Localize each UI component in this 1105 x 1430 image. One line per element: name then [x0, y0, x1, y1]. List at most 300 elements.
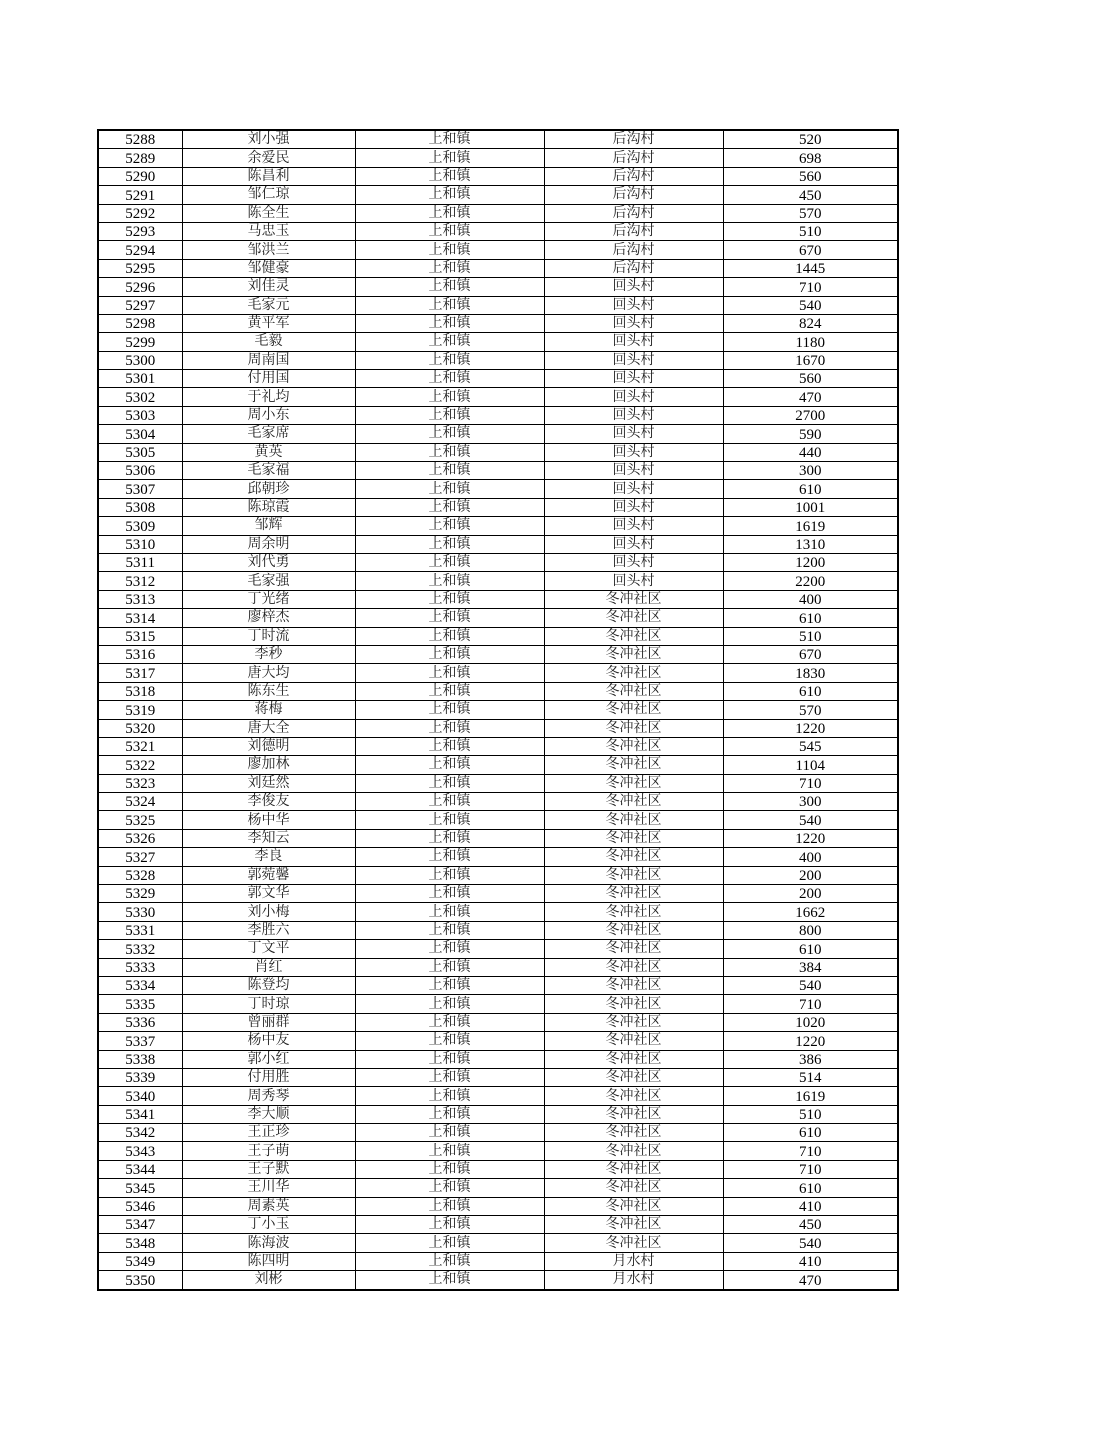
town-cell: 上和镇 [355, 793, 544, 811]
amount-cell: 1445 [723, 259, 898, 277]
name-cell: 王川华 [182, 1179, 355, 1197]
amount-cell: 545 [723, 737, 898, 755]
name-cell: 郭小红 [182, 1050, 355, 1068]
row-number-cell: 5346 [98, 1197, 182, 1215]
town-cell: 上和镇 [355, 204, 544, 222]
table-row [98, 1160, 898, 1178]
village-cell: 回头村 [544, 406, 723, 424]
town-cell: 上和镇 [355, 406, 544, 424]
village-cell: 月水村 [544, 1252, 723, 1270]
name-cell: 邹仁琼 [182, 186, 355, 204]
name-cell: 刘小强 [182, 130, 355, 149]
table-row [98, 149, 898, 167]
village-cell: 冬冲社区 [544, 1216, 723, 1234]
amount-cell: 1310 [723, 535, 898, 553]
town-cell: 上和镇 [355, 1013, 544, 1031]
town-cell: 上和镇 [355, 1050, 544, 1068]
village-cell: 冬冲社区 [544, 811, 723, 829]
village-cell: 后沟村 [544, 241, 723, 259]
village-cell: 回头村 [544, 388, 723, 406]
name-cell: 李知云 [182, 829, 355, 847]
name-cell: 黄平军 [182, 314, 355, 332]
amount-cell: 610 [723, 1179, 898, 1197]
village-cell: 冬冲社区 [544, 737, 723, 755]
row-number-cell: 5302 [98, 388, 182, 406]
row-number-cell: 5306 [98, 462, 182, 480]
table-row [98, 976, 898, 994]
town-cell: 上和镇 [355, 976, 544, 994]
name-cell: 付用胜 [182, 1068, 355, 1086]
name-cell: 陈登均 [182, 976, 355, 994]
town-cell: 上和镇 [355, 1105, 544, 1123]
table-row [98, 388, 898, 406]
town-cell: 上和镇 [355, 590, 544, 608]
village-cell: 冬冲社区 [544, 1160, 723, 1178]
row-number-cell: 5308 [98, 498, 182, 516]
amount-cell: 200 [723, 866, 898, 884]
name-cell: 李秒 [182, 645, 355, 663]
row-number-cell: 5316 [98, 645, 182, 663]
amount-cell: 710 [723, 1160, 898, 1178]
town-cell: 上和镇 [355, 940, 544, 958]
village-cell: 冬冲社区 [544, 701, 723, 719]
table-row [98, 572, 898, 590]
table-row [98, 811, 898, 829]
village-cell: 回头村 [544, 296, 723, 314]
table-row [98, 590, 898, 608]
amount-cell: 710 [723, 774, 898, 792]
row-number-cell: 5335 [98, 995, 182, 1013]
town-cell: 上和镇 [355, 921, 544, 939]
amount-cell: 824 [723, 314, 898, 332]
town-cell: 上和镇 [355, 609, 544, 627]
village-cell: 冬冲社区 [544, 829, 723, 847]
table-row [98, 222, 898, 240]
table-row [98, 609, 898, 627]
village-cell: 冬冲社区 [544, 1197, 723, 1215]
village-cell: 冬冲社区 [544, 866, 723, 884]
name-cell: 周余明 [182, 535, 355, 553]
row-number-cell: 5298 [98, 314, 182, 332]
row-number-cell: 5328 [98, 866, 182, 884]
village-cell: 后沟村 [544, 204, 723, 222]
name-cell: 杨中友 [182, 1032, 355, 1050]
amount-cell: 1619 [723, 517, 898, 535]
table-row [98, 167, 898, 185]
name-cell: 李胜六 [182, 921, 355, 939]
town-cell: 上和镇 [355, 1032, 544, 1050]
village-cell: 冬冲社区 [544, 1087, 723, 1105]
town-cell: 上和镇 [355, 866, 544, 884]
row-number-cell: 5329 [98, 885, 182, 903]
name-cell: 陈琼霞 [182, 498, 355, 516]
row-number-cell: 5290 [98, 167, 182, 185]
row-number-cell: 5319 [98, 701, 182, 719]
amount-cell: 1180 [723, 333, 898, 351]
table-row [98, 1050, 898, 1068]
row-number-cell: 5341 [98, 1105, 182, 1123]
name-cell: 李俊友 [182, 793, 355, 811]
amount-cell: 520 [723, 130, 898, 149]
village-cell: 冬冲社区 [544, 609, 723, 627]
town-cell: 上和镇 [355, 149, 544, 167]
town-cell: 上和镇 [355, 701, 544, 719]
amount-cell: 1830 [723, 664, 898, 682]
table-row [98, 829, 898, 847]
row-number-cell: 5345 [98, 1179, 182, 1197]
village-cell: 回头村 [544, 553, 723, 571]
table-body [98, 130, 898, 1290]
town-cell: 上和镇 [355, 296, 544, 314]
town-cell: 上和镇 [355, 553, 544, 571]
name-cell: 陈全生 [182, 204, 355, 222]
amount-cell: 1200 [723, 553, 898, 571]
village-cell: 冬冲社区 [544, 1142, 723, 1160]
amount-cell: 698 [723, 149, 898, 167]
name-cell: 唐大全 [182, 719, 355, 737]
name-cell: 刘廷然 [182, 774, 355, 792]
amount-cell: 560 [723, 167, 898, 185]
village-cell: 冬冲社区 [544, 940, 723, 958]
table-row [98, 241, 898, 259]
name-cell: 邹洪兰 [182, 241, 355, 259]
row-number-cell: 5292 [98, 204, 182, 222]
row-number-cell: 5342 [98, 1124, 182, 1142]
table-row [98, 1013, 898, 1031]
row-number-cell: 5338 [98, 1050, 182, 1068]
amount-cell: 400 [723, 590, 898, 608]
village-cell: 回头村 [544, 498, 723, 516]
village-cell: 回头村 [544, 572, 723, 590]
amount-cell: 410 [723, 1197, 898, 1215]
name-cell: 于礼均 [182, 388, 355, 406]
amount-cell: 1619 [723, 1087, 898, 1105]
table-row [98, 682, 898, 700]
town-cell: 上和镇 [355, 1087, 544, 1105]
table-row [98, 848, 898, 866]
row-number-cell: 5339 [98, 1068, 182, 1086]
amount-cell: 450 [723, 1216, 898, 1234]
name-cell: 丁光绪 [182, 590, 355, 608]
row-number-cell: 5304 [98, 425, 182, 443]
name-cell: 郭菀馨 [182, 866, 355, 884]
amount-cell: 514 [723, 1068, 898, 1086]
table-row [98, 793, 898, 811]
table-row [98, 204, 898, 222]
table-row [98, 921, 898, 939]
row-number-cell: 5325 [98, 811, 182, 829]
name-cell: 黄英 [182, 443, 355, 461]
village-cell: 冬冲社区 [544, 682, 723, 700]
table-row [98, 517, 898, 535]
row-number-cell: 5318 [98, 682, 182, 700]
row-number-cell: 5313 [98, 590, 182, 608]
village-cell: 回头村 [544, 517, 723, 535]
town-cell: 上和镇 [355, 1179, 544, 1197]
row-number-cell: 5295 [98, 259, 182, 277]
table-row [98, 351, 898, 369]
row-number-cell: 5300 [98, 351, 182, 369]
amount-cell: 2700 [723, 406, 898, 424]
amount-cell: 1104 [723, 756, 898, 774]
village-cell: 冬冲社区 [544, 903, 723, 921]
row-number-cell: 5312 [98, 572, 182, 590]
town-cell: 上和镇 [355, 351, 544, 369]
name-cell: 刘德明 [182, 737, 355, 755]
town-cell: 上和镇 [355, 958, 544, 976]
data-table [97, 129, 899, 1291]
village-cell: 后沟村 [544, 149, 723, 167]
town-cell: 上和镇 [355, 167, 544, 185]
table-row [98, 130, 898, 149]
village-cell: 冬冲社区 [544, 756, 723, 774]
table-row [98, 995, 898, 1013]
village-cell: 冬冲社区 [544, 885, 723, 903]
table-row [98, 278, 898, 296]
village-cell: 冬冲社区 [544, 995, 723, 1013]
row-number-cell: 5310 [98, 535, 182, 553]
table-row [98, 1216, 898, 1234]
town-cell: 上和镇 [355, 885, 544, 903]
village-cell: 月水村 [544, 1271, 723, 1290]
town-cell: 上和镇 [355, 848, 544, 866]
town-cell: 上和镇 [355, 370, 544, 388]
name-cell: 廖加林 [182, 756, 355, 774]
amount-cell: 710 [723, 995, 898, 1013]
table-row [98, 535, 898, 553]
name-cell: 余爱民 [182, 149, 355, 167]
town-cell: 上和镇 [355, 645, 544, 663]
amount-cell: 510 [723, 222, 898, 240]
amount-cell: 470 [723, 1271, 898, 1290]
table-row [98, 737, 898, 755]
row-number-cell: 5291 [98, 186, 182, 204]
village-cell: 冬冲社区 [544, 1032, 723, 1050]
amount-cell: 400 [723, 848, 898, 866]
name-cell: 邱朝珍 [182, 480, 355, 498]
name-cell: 王正珍 [182, 1124, 355, 1142]
village-cell: 回头村 [544, 314, 723, 332]
table-row [98, 186, 898, 204]
name-cell: 邹健豪 [182, 259, 355, 277]
name-cell: 丁时流 [182, 627, 355, 645]
village-cell: 后沟村 [544, 259, 723, 277]
village-cell: 回头村 [544, 535, 723, 553]
name-cell: 刘代勇 [182, 553, 355, 571]
row-number-cell: 5327 [98, 848, 182, 866]
village-cell: 回头村 [544, 462, 723, 480]
row-number-cell: 5348 [98, 1234, 182, 1252]
row-number-cell: 5293 [98, 222, 182, 240]
table-row [98, 1252, 898, 1270]
amount-cell: 570 [723, 204, 898, 222]
amount-cell: 1220 [723, 719, 898, 737]
town-cell: 上和镇 [355, 995, 544, 1013]
village-cell: 冬冲社区 [544, 958, 723, 976]
village-cell: 冬冲社区 [544, 664, 723, 682]
amount-cell: 470 [723, 388, 898, 406]
name-cell: 陈四明 [182, 1252, 355, 1270]
table-row [98, 627, 898, 645]
name-cell: 周南国 [182, 351, 355, 369]
row-number-cell: 5343 [98, 1142, 182, 1160]
amount-cell: 710 [723, 278, 898, 296]
village-cell: 冬冲社区 [544, 1234, 723, 1252]
table-row [98, 1179, 898, 1197]
name-cell: 付用国 [182, 370, 355, 388]
amount-cell: 200 [723, 885, 898, 903]
row-number-cell: 5344 [98, 1160, 182, 1178]
table-row [98, 903, 898, 921]
name-cell: 毛家席 [182, 425, 355, 443]
name-cell: 周小东 [182, 406, 355, 424]
amount-cell: 560 [723, 370, 898, 388]
table-row [98, 719, 898, 737]
amount-cell: 450 [723, 186, 898, 204]
village-cell: 回头村 [544, 443, 723, 461]
town-cell: 上和镇 [355, 388, 544, 406]
row-number-cell: 5309 [98, 517, 182, 535]
table-row [98, 259, 898, 277]
table-row [98, 1271, 898, 1290]
table-row [98, 774, 898, 792]
amount-cell: 610 [723, 940, 898, 958]
name-cell: 毛家元 [182, 296, 355, 314]
amount-cell: 610 [723, 1124, 898, 1142]
town-cell: 上和镇 [355, 903, 544, 921]
amount-cell: 386 [723, 1050, 898, 1068]
name-cell: 丁小玉 [182, 1216, 355, 1234]
table-row [98, 1142, 898, 1160]
table-row [98, 1105, 898, 1123]
amount-cell: 300 [723, 793, 898, 811]
amount-cell: 800 [723, 921, 898, 939]
table-row [98, 1197, 898, 1215]
amount-cell: 1020 [723, 1013, 898, 1031]
name-cell: 周素英 [182, 1197, 355, 1215]
name-cell: 郭文华 [182, 885, 355, 903]
village-cell: 冬冲社区 [544, 774, 723, 792]
amount-cell: 610 [723, 682, 898, 700]
row-number-cell: 5322 [98, 756, 182, 774]
amount-cell: 670 [723, 645, 898, 663]
village-cell: 后沟村 [544, 167, 723, 185]
amount-cell: 590 [723, 425, 898, 443]
name-cell: 毛家强 [182, 572, 355, 590]
village-cell: 冬冲社区 [544, 848, 723, 866]
row-number-cell: 5288 [98, 130, 182, 149]
village-cell: 冬冲社区 [544, 1068, 723, 1086]
town-cell: 上和镇 [355, 1216, 544, 1234]
row-number-cell: 5337 [98, 1032, 182, 1050]
table-row [98, 1032, 898, 1050]
town-cell: 上和镇 [355, 443, 544, 461]
town-cell: 上和镇 [355, 278, 544, 296]
table-row [98, 664, 898, 682]
row-number-cell: 5303 [98, 406, 182, 424]
row-number-cell: 5334 [98, 976, 182, 994]
town-cell: 上和镇 [355, 682, 544, 700]
row-number-cell: 5349 [98, 1252, 182, 1270]
name-cell: 陈东生 [182, 682, 355, 700]
town-cell: 上和镇 [355, 1271, 544, 1290]
amount-cell: 610 [723, 480, 898, 498]
town-cell: 上和镇 [355, 1142, 544, 1160]
amount-cell: 510 [723, 627, 898, 645]
amount-cell: 1662 [723, 903, 898, 921]
town-cell: 上和镇 [355, 737, 544, 755]
table-row [98, 866, 898, 884]
table-row [98, 885, 898, 903]
amount-cell: 570 [723, 701, 898, 719]
amount-cell: 2200 [723, 572, 898, 590]
amount-cell: 670 [723, 241, 898, 259]
row-number-cell: 5299 [98, 333, 182, 351]
amount-cell: 1220 [723, 829, 898, 847]
row-number-cell: 5307 [98, 480, 182, 498]
table-row [98, 1087, 898, 1105]
row-number-cell: 5326 [98, 829, 182, 847]
name-cell: 陈海波 [182, 1234, 355, 1252]
table-row [98, 645, 898, 663]
table-row [98, 1068, 898, 1086]
row-number-cell: 5317 [98, 664, 182, 682]
town-cell: 上和镇 [355, 333, 544, 351]
row-number-cell: 5321 [98, 737, 182, 755]
town-cell: 上和镇 [355, 774, 544, 792]
village-cell: 冬冲社区 [544, 590, 723, 608]
name-cell: 马忠玉 [182, 222, 355, 240]
town-cell: 上和镇 [355, 1197, 544, 1215]
town-cell: 上和镇 [355, 425, 544, 443]
village-cell: 冬冲社区 [544, 976, 723, 994]
town-cell: 上和镇 [355, 259, 544, 277]
table-row [98, 370, 898, 388]
table-row [98, 701, 898, 719]
table-row [98, 425, 898, 443]
table-row [98, 940, 898, 958]
village-cell: 冬冲社区 [544, 1179, 723, 1197]
name-cell: 曾丽群 [182, 1013, 355, 1031]
name-cell: 刘佳灵 [182, 278, 355, 296]
row-number-cell: 5340 [98, 1087, 182, 1105]
name-cell: 唐大均 [182, 664, 355, 682]
village-cell: 后沟村 [544, 222, 723, 240]
table-row [98, 1124, 898, 1142]
amount-cell: 1670 [723, 351, 898, 369]
village-cell: 冬冲社区 [544, 1124, 723, 1142]
amount-cell: 610 [723, 609, 898, 627]
village-cell: 回头村 [544, 278, 723, 296]
row-number-cell: 5323 [98, 774, 182, 792]
village-cell: 回头村 [544, 333, 723, 351]
row-number-cell: 5315 [98, 627, 182, 645]
name-cell: 肖红 [182, 958, 355, 976]
row-number-cell: 5347 [98, 1216, 182, 1234]
name-cell: 王子萌 [182, 1142, 355, 1160]
town-cell: 上和镇 [355, 1124, 544, 1142]
town-cell: 上和镇 [355, 222, 544, 240]
village-cell: 冬冲社区 [544, 921, 723, 939]
town-cell: 上和镇 [355, 572, 544, 590]
amount-cell: 710 [723, 1142, 898, 1160]
row-number-cell: 5331 [98, 921, 182, 939]
town-cell: 上和镇 [355, 241, 544, 259]
name-cell: 李良 [182, 848, 355, 866]
town-cell: 上和镇 [355, 811, 544, 829]
town-cell: 上和镇 [355, 130, 544, 149]
village-cell: 冬冲社区 [544, 793, 723, 811]
